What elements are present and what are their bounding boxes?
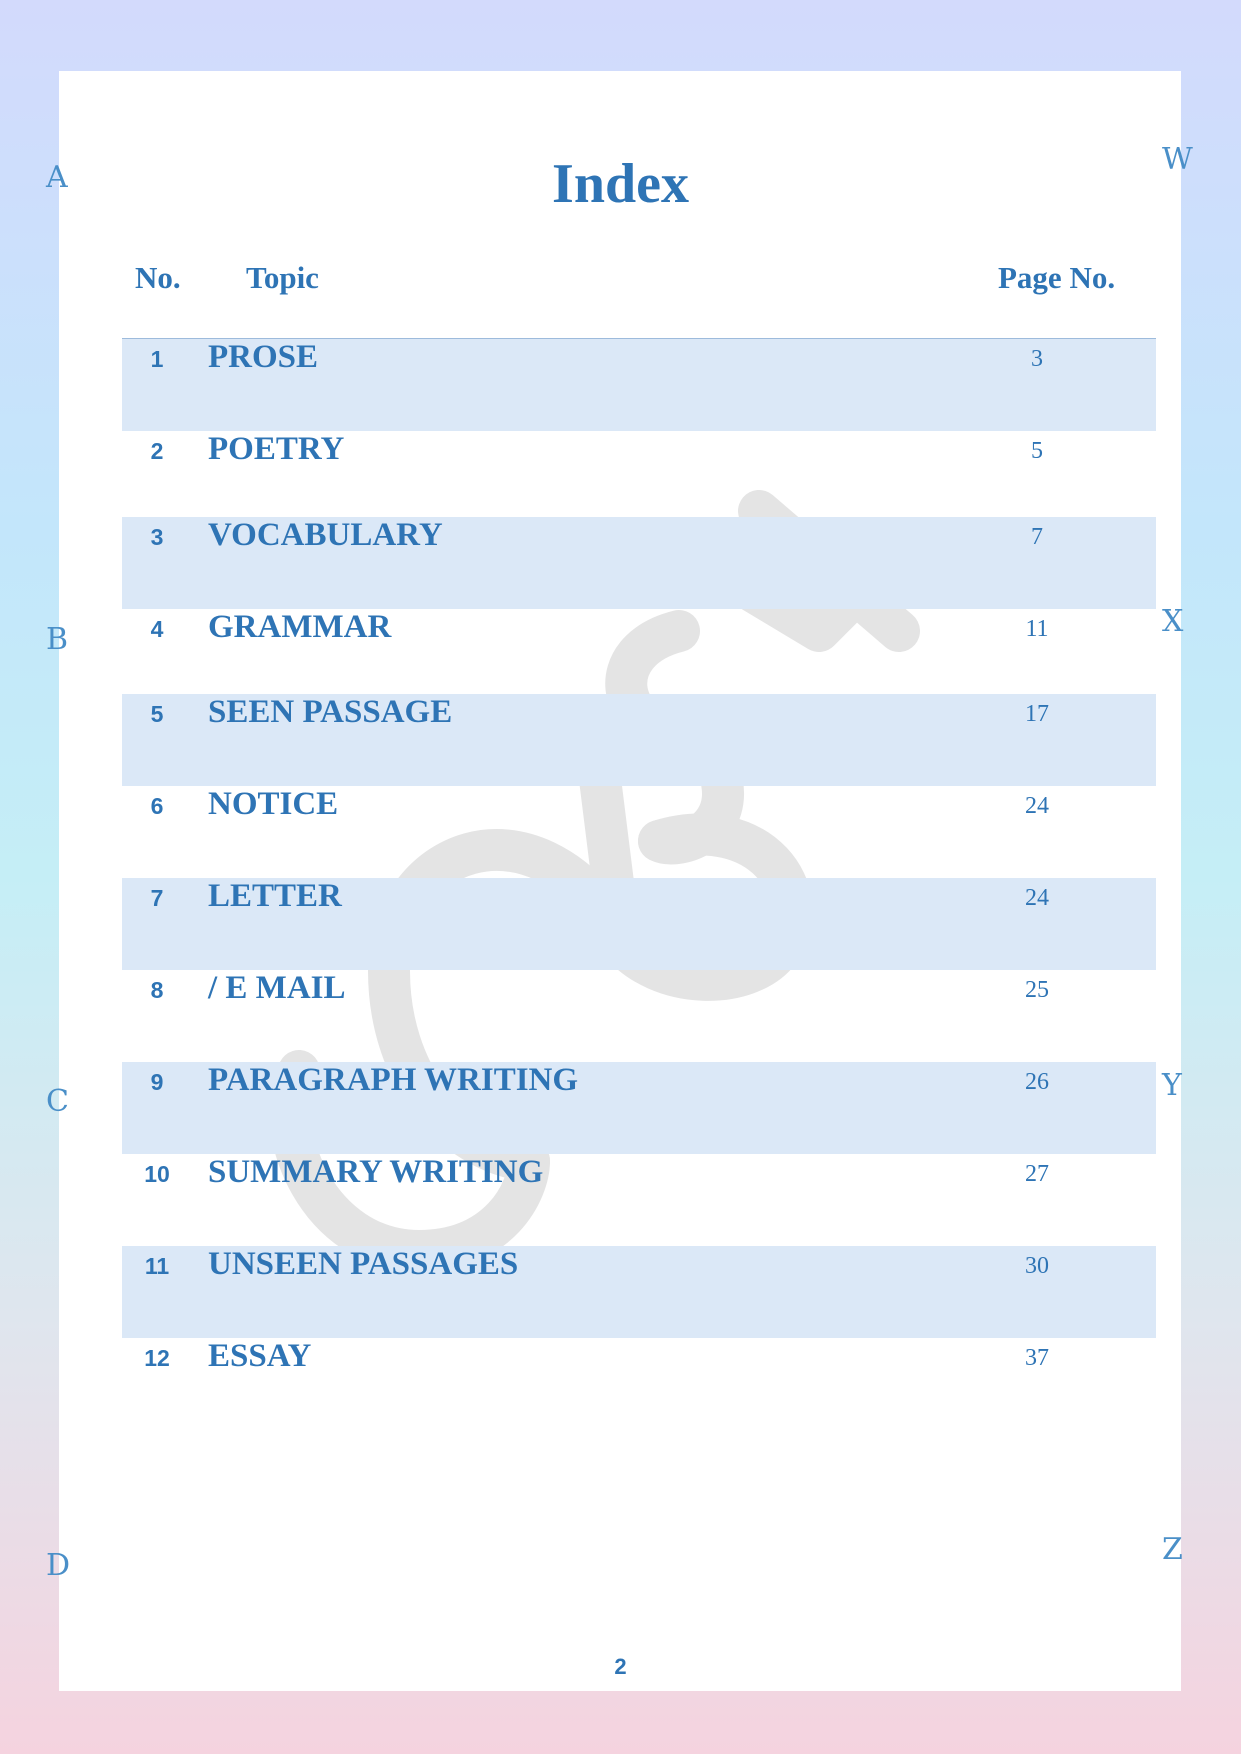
row-number: 2 xyxy=(150,438,164,464)
table-row xyxy=(122,878,1156,970)
table-row xyxy=(122,517,1156,609)
row-page: 11 xyxy=(1025,616,1049,642)
row-page: 3 xyxy=(1031,346,1043,372)
margin-letter-right-3: Y xyxy=(1162,1068,1182,1103)
row-number: 9 xyxy=(150,1069,164,1095)
table-row xyxy=(122,1154,1156,1246)
row-topic: LETTER xyxy=(208,878,342,914)
margin-letter-right-4: Z xyxy=(1162,1532,1183,1567)
row-number: 5 xyxy=(150,701,164,727)
margin-letter-left-2: B xyxy=(46,622,69,657)
row-topic: ESSAY xyxy=(208,1338,312,1374)
row-number: 10 xyxy=(144,1161,170,1187)
row-number: 1 xyxy=(150,346,164,372)
row-page: 24 xyxy=(1025,793,1049,819)
margin-letter-left-3: C xyxy=(46,1084,69,1119)
row-page: 30 xyxy=(1025,1253,1049,1279)
table-row xyxy=(122,970,1156,1062)
header-no: No. xyxy=(135,260,181,295)
index-table xyxy=(122,339,1156,1430)
margin-letter-right-2: X xyxy=(1162,604,1184,639)
table-row xyxy=(122,1062,1156,1154)
row-number: 4 xyxy=(150,616,164,642)
margin-letter-left-4: D xyxy=(46,1548,71,1583)
row-topic: SEEN PASSAGE xyxy=(208,694,453,730)
table-row xyxy=(122,339,1156,431)
row-page: 26 xyxy=(1025,1069,1049,1095)
page-number: 2 xyxy=(614,1654,627,1679)
header-topic: Topic xyxy=(246,260,319,295)
page-title: Index xyxy=(552,153,689,215)
row-topic: PROSE xyxy=(208,339,319,375)
row-number: 8 xyxy=(150,977,164,1003)
row-page: 37 xyxy=(1025,1345,1049,1371)
table-row xyxy=(122,786,1156,878)
row-number: 11 xyxy=(144,1253,170,1279)
table-row xyxy=(122,1246,1156,1338)
row-page: 5 xyxy=(1031,438,1043,464)
row-topic: PARAGRAPH WRITING xyxy=(208,1062,579,1098)
row-topic: SUMMARY WRITING xyxy=(208,1154,544,1190)
header-page-no: Page No. xyxy=(998,260,1116,295)
margin-letter-left-1: A xyxy=(46,160,68,195)
table-row xyxy=(122,431,1156,517)
row-topic: POETRY xyxy=(208,431,345,467)
table-row xyxy=(122,1338,1156,1430)
row-page: 7 xyxy=(1031,524,1043,550)
row-page: 27 xyxy=(1025,1161,1049,1187)
row-number: 7 xyxy=(150,885,164,911)
table-row xyxy=(122,609,1156,694)
row-topic: VOCABULARY xyxy=(208,517,443,553)
row-number: 6 xyxy=(150,793,164,819)
row-number: 3 xyxy=(150,524,164,550)
row-page: 24 xyxy=(1025,885,1049,911)
row-topic: NOTICE xyxy=(208,786,339,822)
row-topic: GRAMMAR xyxy=(208,609,392,645)
row-topic: / E MAIL xyxy=(208,970,346,1006)
margin-letter-right-1: W xyxy=(1162,142,1193,177)
table-row xyxy=(122,694,1156,786)
row-page: 25 xyxy=(1025,977,1049,1003)
row-topic: UNSEEN PASSAGES xyxy=(208,1246,519,1282)
row-number: 12 xyxy=(144,1345,170,1371)
row-page: 17 xyxy=(1025,701,1049,727)
